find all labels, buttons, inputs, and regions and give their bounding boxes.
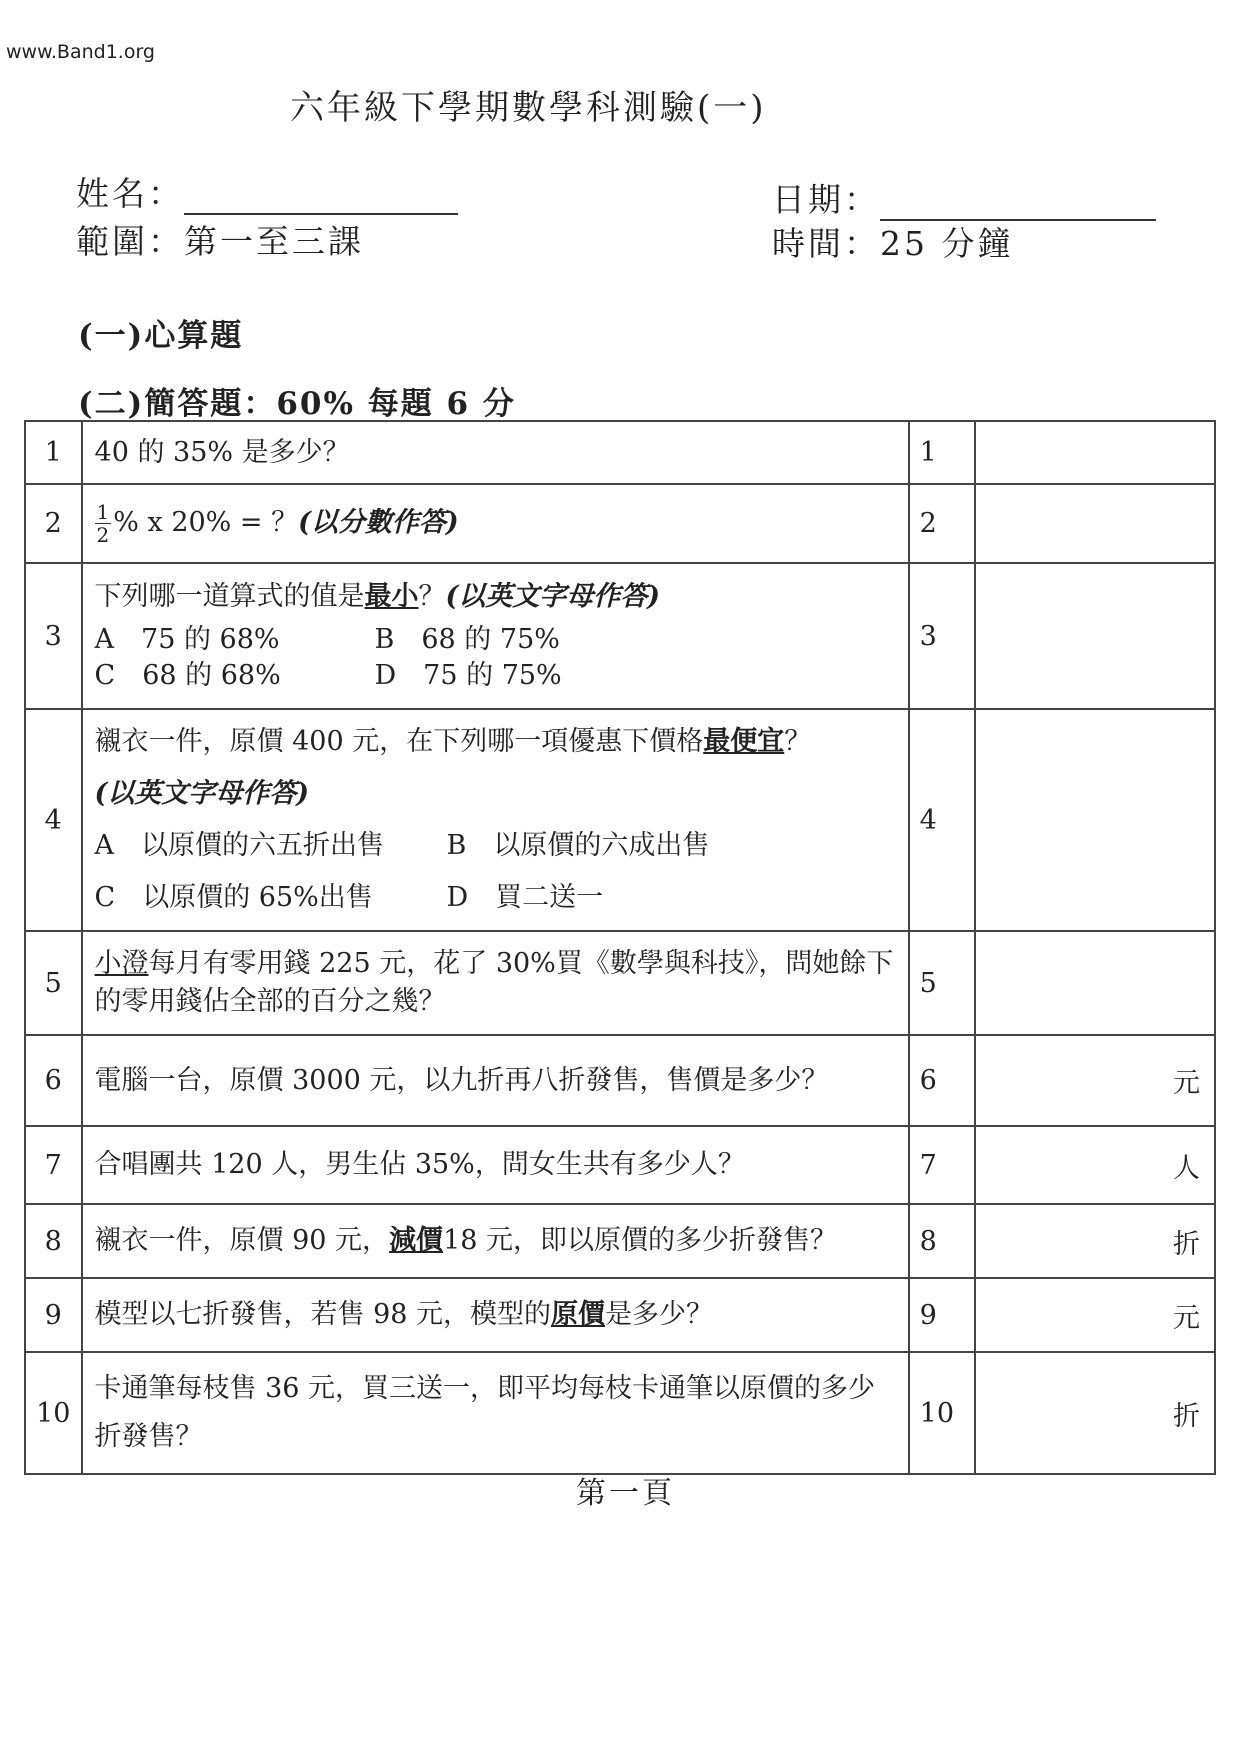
fraction-numerator: 1 — [96, 500, 110, 524]
emphasis: 原價 — [551, 1299, 606, 1330]
table-row — [25, 1278, 1215, 1352]
answer-box[interactable]: 折 — [975, 1204, 1215, 1278]
answer-box[interactable]: 元 — [975, 1278, 1215, 1352]
question-number: 8 — [25, 1204, 82, 1278]
question-text — [82, 1204, 909, 1278]
section-mental-math: (一)心算題 — [78, 318, 244, 354]
range-label: 範圍：第一至三課 — [76, 222, 364, 261]
question-number: 6 — [25, 1035, 82, 1126]
table-row — [25, 421, 1215, 484]
table-row — [25, 709, 1215, 931]
answer-box[interactable] — [975, 931, 1215, 1035]
option-d: D 買二送一 — [446, 882, 604, 913]
section-short-answer: (二)簡答題：60% 每題 6 分 — [78, 386, 516, 422]
question-text: 卡通筆每枝售 36 元，買三送一，即平均每枝卡通筆以原價的多少折發售？ — [82, 1352, 909, 1474]
answer-number: 7 — [909, 1126, 976, 1204]
question-number: 1 — [25, 421, 82, 484]
question-stem: 襯衣一件，原價 400 元，在下列哪一項優惠下價格 — [94, 726, 704, 757]
answer-box[interactable] — [975, 709, 1215, 931]
question-stem-end: 是多少？ — [605, 1299, 714, 1330]
question-expression: % x 20% = ？ — [113, 507, 299, 538]
answer-box[interactable] — [975, 563, 1215, 709]
name-blank — [184, 179, 458, 215]
answer-number: 8 — [909, 1204, 976, 1278]
question-stem: 下列哪一道算式的值是 — [94, 581, 365, 612]
question-stem-end: ？ — [418, 581, 446, 612]
question-number: 3 — [25, 563, 82, 709]
date-field — [772, 174, 1156, 221]
table-row — [25, 1204, 1215, 1278]
answer-box[interactable]: 人 — [975, 1126, 1215, 1204]
answer-number: 10 — [909, 1352, 976, 1474]
option-b: B 以原價的六成出售 — [446, 830, 710, 861]
question-text: 40 的 35% 是多少？ — [82, 421, 909, 484]
answer-number: 1 — [909, 421, 976, 484]
question-text — [82, 484, 909, 563]
question-text — [82, 931, 909, 1035]
option-a: A 75 的 68% — [94, 624, 280, 655]
table-row — [25, 1035, 1215, 1126]
answer-number: 5 — [909, 931, 976, 1035]
option-c: C 以原價的 65%出售 — [94, 882, 373, 913]
name-field — [76, 168, 458, 215]
table-row — [25, 563, 1215, 709]
question-text: 合唱團共 120 人，男生佔 35%，問女生共有多少人？ — [82, 1126, 909, 1204]
name-label: 姓名： — [76, 174, 184, 213]
answer-number: 3 — [909, 563, 976, 709]
fraction-denominator: 2 — [96, 523, 110, 547]
fraction — [95, 501, 112, 546]
answer-number: 2 — [909, 484, 976, 563]
question-text — [82, 563, 909, 709]
emphasis: 減價 — [389, 1225, 444, 1256]
table-row — [25, 1126, 1215, 1204]
question-number: 2 — [25, 484, 82, 563]
answer-number: 6 — [909, 1035, 976, 1126]
time-label: 時間：25 分鐘 — [772, 224, 1014, 263]
question-stem: 模型以七折發售，若售 98 元，模型的 — [94, 1299, 552, 1330]
page-title: 六年級下學期數學科測驗(一) — [290, 88, 767, 128]
question-number: 5 — [25, 931, 82, 1035]
question-number: 10 — [25, 1352, 82, 1474]
answer-number: 4 — [909, 709, 976, 931]
watermark: www.Band1.org — [6, 41, 155, 63]
option-a: A 以原價的六五折出售 — [94, 830, 385, 861]
answer-box[interactable] — [975, 484, 1215, 563]
question-stem-end: ？ — [784, 726, 812, 757]
person-name: 小澄 — [94, 948, 149, 979]
date-label: 日期： — [772, 180, 880, 219]
answer-format-note: (以分數作答) — [298, 507, 459, 538]
answer-format-note: (以英文字母作答) — [94, 778, 310, 809]
question-number: 9 — [25, 1278, 82, 1352]
table-row — [25, 1352, 1215, 1474]
question-number: 7 — [25, 1126, 82, 1204]
option-b: B 68 的 75% — [374, 624, 560, 655]
question-number: 4 — [25, 709, 82, 931]
option-d: D 75 的 75% — [374, 660, 562, 691]
question-text: 電腦一台，原價 3000 元，以九折再八折發售，售價是多少？ — [82, 1035, 909, 1126]
table-row — [25, 931, 1215, 1035]
answer-number: 9 — [909, 1278, 976, 1352]
answer-box[interactable]: 折 — [975, 1352, 1215, 1474]
question-stem: 襯衣一件，原價 90 元， — [94, 1225, 390, 1256]
answer-box[interactable]: 元 — [975, 1035, 1215, 1126]
question-text — [82, 1278, 909, 1352]
question-stem-end: 18 元，即以原價的多少折發售？ — [443, 1225, 838, 1256]
question-text — [82, 709, 909, 931]
page-number: 第一頁 — [576, 1476, 675, 1511]
option-c: C 68 的 68% — [94, 660, 281, 691]
table-row — [25, 484, 1215, 563]
date-blank — [880, 185, 1156, 221]
emphasis: 最便宜 — [703, 726, 785, 757]
question-body: 每月有零用錢 225 元，花了 30%買《數學與科技》，問她餘下的零用錢佔全部的百分之幾？ — [94, 948, 894, 1017]
question-table — [24, 420, 1216, 1475]
answer-format-note: (以英文字母作答) — [445, 581, 661, 612]
emphasis: 最小 — [364, 581, 419, 612]
answer-box[interactable] — [975, 421, 1215, 484]
